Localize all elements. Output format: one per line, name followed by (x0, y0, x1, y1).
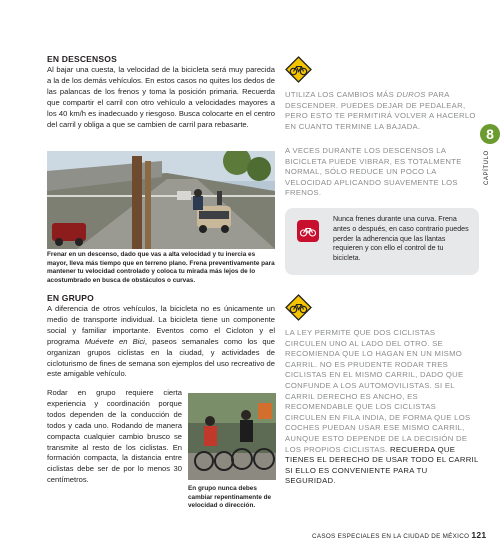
photo-group (188, 393, 276, 480)
photo-group-image (188, 393, 276, 480)
section-body-descensos: Al bajar una cuesta, la velocidad de la bicicleta será muy parecida a la de los demás vehículos. En estos casos no quites los dedos de las palancas de los frenos y toma la posición primaria. Recuerda que compartir el carril con otro vehículo a velocidades mayores a los 40 km/h es inadecuado y riesgoso. Busca colocarte en el centro del carril y obliga a que se cambien de carril para rebasarte. (47, 65, 275, 129)
right-text-italic: DUROS (396, 90, 426, 99)
right-text-emphasis: RECUERDA QUE TIENES EL DERECHO DE USAR TODO EL CARRIL SI ELLO ES CONVENIENTE PARA TU SEGURIDAD. (285, 444, 479, 486)
photo-descent-image (47, 151, 275, 249)
section-body-grupo-2: Rodar en grupo requiere cierta experiencia y coordinación porque todos dependen de la conducción de todos y cada uno. Rodando de manera compacta cualquier cambio brusco se transmite al resto de los ciclistas. En formación compacta, la distancia entre ciclistas debe ser de por lo menos 30 centímetros. (47, 388, 182, 485)
section-heading-grupo: EN GRUPO (47, 293, 94, 303)
bicycle-red-sign-icon (297, 220, 319, 242)
footer-text: CASOS ESPECIALES EN LA CIUDAD DE MÉXICO (312, 533, 470, 540)
right-text-vibration: A VECES DURANTE LOS DESCENSOS LA BICICLETA PUEDE VIBRAR, ES TOTALMENTE NORMAL, SÓLO REDUCE UN POCO LA VELOCIDAD APLICANDO SUAVEMENTE LOS FRENOS. (285, 146, 462, 198)
program-name: Muévete en Bici (84, 336, 145, 346)
page-footer (312, 530, 486, 540)
right-text-grupo (285, 328, 479, 487)
bicycle-warning-sign-icon (285, 294, 312, 321)
photo-group-caption: En grupo nunca debes cambiar repentinamente de velocidad o dirección. (188, 485, 272, 510)
note-box (285, 208, 479, 275)
photo-descent (47, 151, 275, 249)
photo-descent-caption: Frenar en un descenso, dado que vas a alta velocidad y tu inercia es mayor, lleva más tiempo que en terreno plano. Frena preventivamente para mantener tu velocidad controlado y coloca tu mirada más lejos de lo acostumbrado en busca de obstáculos o curvas. (47, 251, 275, 284)
chapter-label: CAPÍTULO (484, 150, 490, 185)
right-text-part2: PARA DESCENDER. PUEDES DEJAR DE PEDALEAR, PERO ESTO TE PERMITIRÁ VOLVER A HACERLO EN CUANTO TERMINE LA BAJADA. (285, 90, 476, 131)
right-text-law: LA LEY PERMITE QUE DOS CICLISTAS CIRCULEN UNO AL LADO DEL OTRO. SE RECOMIENDA QUE LO HAGAN EN UN MISMO CARRIL. NO ES PRUDENTE RODAR TRES CICLISTAS EN EL MISMO CARRIL, DADO QUE CONFUNDE A LOS AUTOMOVILISTAS. SI EL CARRIL DERECHO ES ANCHO, ES RECOMENDABLE QUE LOS CICLISTAS CIRCULEN EN FILA INDIA, DE FORMA QUE LOS COCHES PUEDAN USAR ESE MISMO CARRIL, AUNQUE ESTO DEPENDE DE LA DECISIÓN DE LOS PROPIOS CICLISTAS. (285, 328, 471, 454)
right-text-descensos (285, 90, 479, 132)
section-body-grupo-part2: , paseos semanales como los que organizan grupos ciclistas en la ciudad, y actividades de cicloturismo de fines de semana son ejemplos del uso recreativo de este amigable vehículo. (47, 336, 275, 379)
section-body-grupo-part1: A diferencia de otros vehículos, la bicicleta no es únicamente un medio de transporte individual. La bicicleta tiene un componente social y familiar importante. Eventos como el Cicloton y el programa (47, 304, 275, 346)
chapter-number-badge: 8 (480, 124, 500, 144)
section-body-grupo (47, 304, 275, 380)
right-text-part1: UTILIZA LOS CAMBIOS MÁS (285, 90, 397, 99)
note-text: Nunca frenes durante una curva. Frena antes o después, en caso contrario puedes perder la adherencia que las llantas requieren y con ello el control de tu bicicleta. (333, 215, 469, 263)
page-number: 121 (471, 530, 487, 540)
bicycle-warning-sign-icon (285, 56, 312, 83)
section-heading-descensos: EN DESCENSOS (47, 54, 117, 64)
